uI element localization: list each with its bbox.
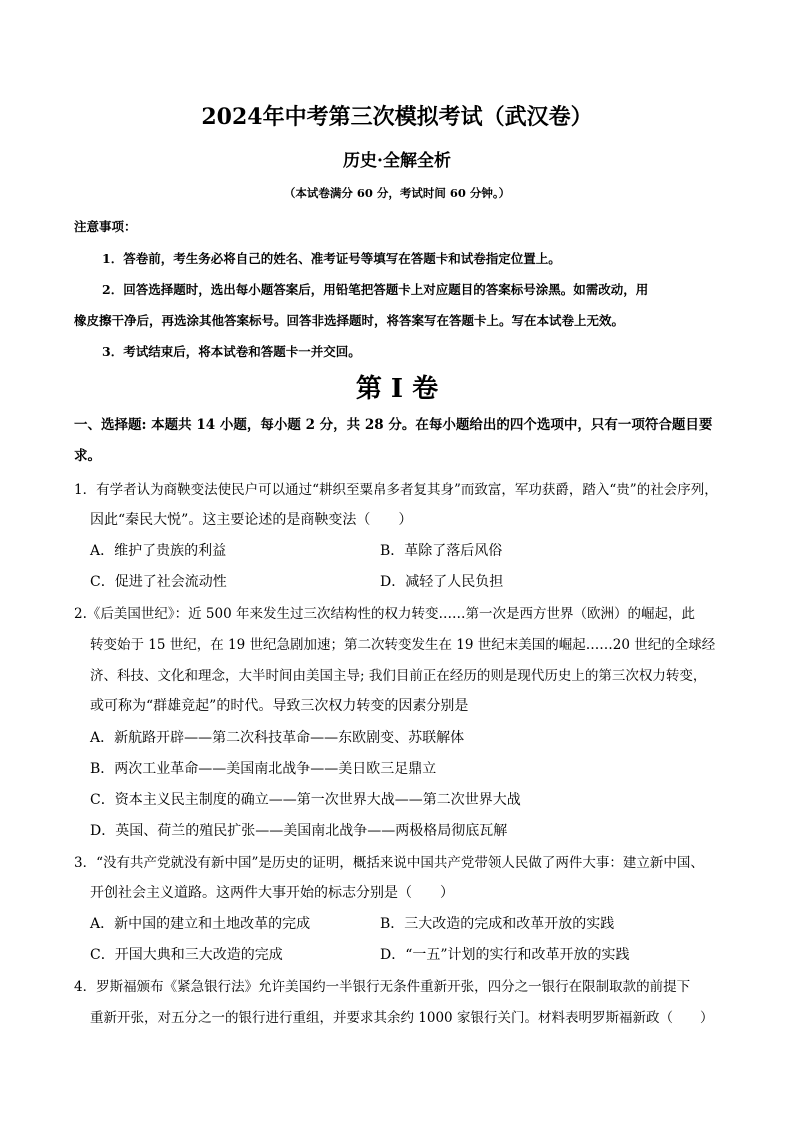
question-1-line-1: 1．有学者认为商鞅变法使民户可以通过“耕织至粟帛多者复其身”而致富，军功获爵，踏入“贵”的社会序列， xyxy=(74,482,718,498)
question-1-option-b: B．革除了落后风俗 xyxy=(380,543,503,559)
question-3-option-a: A．新中国的建立和土地改革的完成 xyxy=(90,916,311,932)
question-2-option-b: B．两次工业革命——美国南北战争——美日欧三足鼎立 xyxy=(90,761,437,777)
question-3-option-c: C．开国大典和三大改造的完成 xyxy=(90,947,283,963)
question-4-line-2: 重新开张，对五分之一的银行进行重组，并要求其余约 1000 家银行关门。材料表明罗斯福新政（ ） xyxy=(90,1010,714,1026)
page-title: 2024年中考第三次模拟考试（武汉卷） xyxy=(201,104,593,130)
notice-item-1: 1．答卷前，考生务必将自己的姓名、准考证号等填写在答题卡和试卷指定位置上。 xyxy=(102,251,561,266)
question-1-option-c: C．促进了社会流动性 xyxy=(90,574,227,590)
notice-item-2-line-2: 橡皮擦干净后，再选涂其他答案标号。回答非选择题时，将答案写在答题卡上。写在本试卷上无效。 xyxy=(74,313,625,328)
question-3-line-1: 3．“没有共产党就没有新中国”是历史的证明，概括来说中国共产党带领人民做了两件大事：建立新中国、 xyxy=(74,855,704,871)
notice-item-3: 3．考试结束后，将本试卷和答题卡一并交回。 xyxy=(102,344,361,359)
question-4-line-1: 4．罗斯福颁布《紧急银行法》允许美国约一半银行无条件重新开张，四分之一银行在限制取款的前提下 xyxy=(74,979,691,995)
section-title: 第 I 卷 xyxy=(355,374,439,404)
question-2-line-4: 或可称为“群雄竞起”的时代。导致三次权力转变的因素分别是 xyxy=(90,698,469,714)
question-3-option-b: B．三大改造的完成和改革开放的实践 xyxy=(380,916,615,932)
notice-heading: 注意事项： xyxy=(74,219,137,234)
exam-meta: （本试卷满分 60 分，考试时间 60 分钟。） xyxy=(283,186,511,200)
notice-item-2-line-1: 2．回答选择题时，选出每小题答案后，用铅笔把答题卡上对应题目的答案标号涂黑。如需改动，用 xyxy=(102,282,649,297)
question-2-option-a: A．新航路开辟——第二次科技革命——东欧剧变、苏联解体 xyxy=(90,730,465,746)
question-2-line-3: 济、科技、文化和理念，大半时间由美国主导; 我们目前正在经历的则是现代历史上的第三次权力转变， xyxy=(90,668,707,684)
instructions-line-1: 一、选择题: 本题共 14 小题，每小题 2 分，共 28 分。在每小题给出的四个选项中，只有一项符合题目要 xyxy=(74,417,713,433)
question-3-option-d: D．“一五”计划的实行和改革开放的实践 xyxy=(380,947,630,963)
question-2-line-2: 转变始于 15 世纪，在 19 世纪急剧加速；第二次转变发生在 19 世纪末美国的崛起……20 世纪的全球经 xyxy=(90,637,716,653)
question-1-option-d: D．减轻了人民负担 xyxy=(380,574,504,590)
page-subtitle: 历史·全解全析 xyxy=(343,151,451,171)
question-3-line-2: 开创社会主义道路。这两件大事开始的标志分别是（ ） xyxy=(90,885,454,901)
question-2-option-c: C．资本主义民主制度的确立——第一次世界大战——第二次世界大战 xyxy=(90,792,521,808)
question-2-line-1: 2.《后美国世纪》：近 500 年来发生过三次结构性的权力转变……第一次是西方世界（欧洲）的崛起，此 xyxy=(74,606,695,622)
question-1-line-2: 因此“秦民大悦”。这主要论述的是商鞅变法（ ） xyxy=(90,512,413,528)
instructions-line-2: 求。 xyxy=(74,448,101,464)
question-2-option-d: D．英国、荷兰的殖民扩张——美国南北战争——两极格局彻底瓦解 xyxy=(90,823,508,839)
question-1-option-a: A．维护了贵族的利益 xyxy=(90,543,227,559)
